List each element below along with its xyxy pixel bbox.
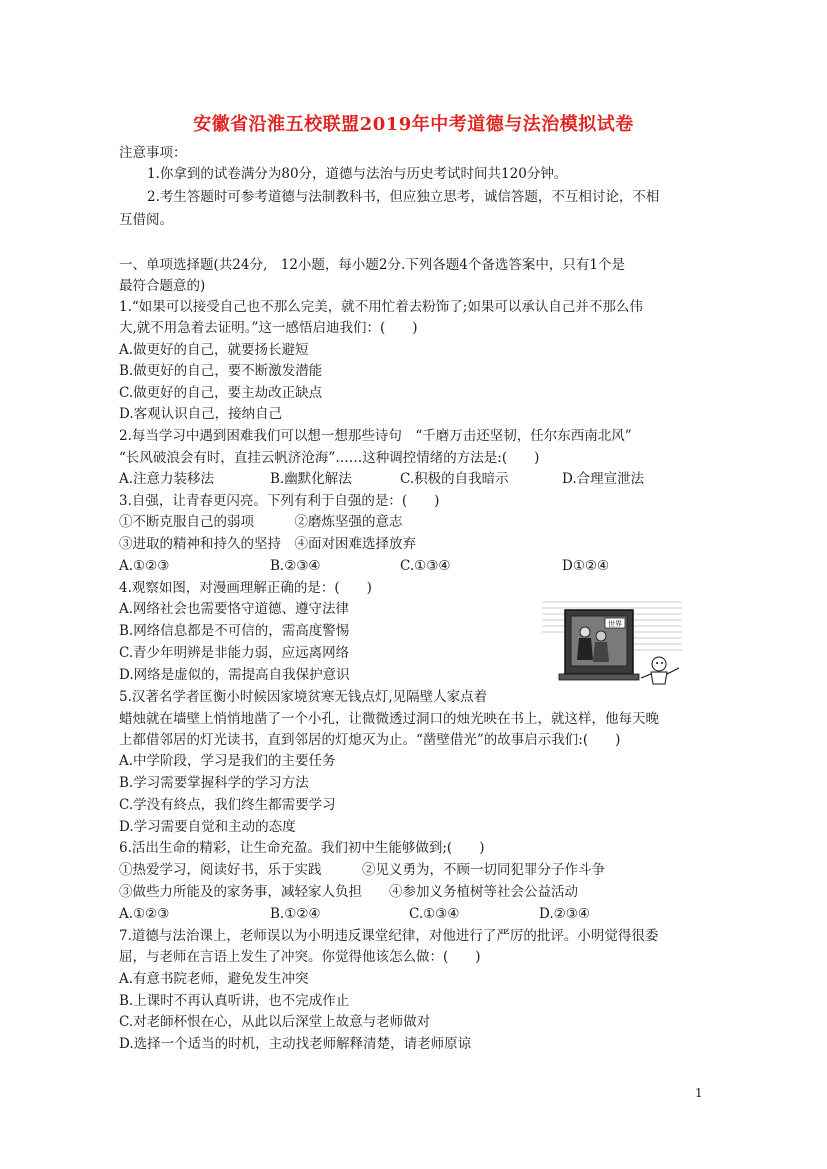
q5-option-d: D.学习需要自觉和主动的态度 — [119, 819, 296, 835]
q4-cartoon-image — [537, 598, 687, 690]
q5-option-b: B.学习需要掌握科学的学习方法 — [119, 775, 309, 791]
q1-stem-line-2: 大,就不用急着去证明。”这一感悟启迪我们：( ) — [119, 320, 418, 336]
q4-option-b: B.网络信息都是不可信的，需高度警惕 — [119, 623, 350, 639]
q4-option-c: C.青少年明辨是非能力弱，应远离网络 — [119, 645, 350, 661]
q3-items-line-1: ①不断克服自己的弱项 ②磨炼坚强的意志 — [119, 514, 403, 530]
q3-stem: 3.自强，让青春更闪亮。下列有利于自强的是：( ) — [119, 493, 440, 509]
q6-items-line-2: ③做些力所能及的家务事，减轻家人负担 ④参加义务植树等社会公益活动 — [119, 884, 578, 900]
q5-option-c: C.学没有終点，我们终生都需要学习 — [119, 797, 336, 813]
q2-option-b: B.幽默化解法 — [270, 471, 352, 487]
notes-item-2-line-1: 2.考生答题时可参考道德与法制教科书，但应独立思考，诚信答题，不互相讨论，不相 — [147, 189, 660, 205]
q4-option-a: A.网络社会也需要恪守道德、遵守法律 — [119, 601, 350, 617]
q1-option-c: C.做更好的自己，要主劫改正缺点 — [119, 385, 323, 401]
q6-stem: 6.活出生命的精彩，让生命充盈。我们初中生能够做到;( ) — [119, 840, 485, 856]
q5-stem-line-3: 上都借邻居的灯光读书，直到邻居的灯熄灭为止。“凿壁借光”的故事启示我们:( ) — [119, 732, 621, 748]
q2-option-d: D.合理宣泄法 — [562, 471, 645, 487]
notes-heading: 注意事项： — [119, 145, 187, 161]
q3-option-a: A.①②③ — [119, 558, 170, 574]
q5-stem-line-1: 5.汉著名学者匡衡小时候因家境贫寒无钱点灯,见隔壁人家点着 — [119, 689, 488, 705]
q7-option-d: D.选择一个适当的时机，主动找老师解释清楚，请老师原谅 — [119, 1036, 472, 1052]
q3-items-line-2: ③进取的精神和持久的坚持 ④面对困难选择放弃 — [119, 536, 416, 552]
notes-item-1: 1.你拿到的试卷满分为80分，道德与法治与历史考试时间共120分钟。 — [147, 166, 568, 182]
q3-option-b: B.②③④ — [270, 558, 321, 574]
q2-stem-line-2: “长风破浪会有时，直挂云帆济沧海”……这种调控情绪的方法是:( ) — [119, 450, 540, 466]
notes-item-2-line-2: 互借阅。 — [119, 212, 173, 228]
q1-option-d: D.客观认识自己，接纳自己 — [119, 406, 283, 422]
q1-stem-line-1: 1.“如果可以接受自己也不那么完美，就不用忙着去粉饰了;如果可以承认自己并不那么伟 — [119, 299, 643, 315]
q2-option-c: C.积极的自我暗示 — [400, 471, 509, 487]
q4-option-d: D.网络是虚似的，需提高自我保护意识 — [119, 667, 350, 683]
q7-option-a: A.有意书院老师，避免发生冲突 — [119, 971, 309, 987]
q1-option-b: B.做更好的自己，要不断激发潜能 — [119, 363, 323, 379]
exam-title: 安徽省沿淮五校联盟2019年中考道德与法治模拟试卷 — [193, 114, 634, 135]
q3-option-d: D①②④ — [562, 558, 610, 574]
q6-option-c: C.①③④ — [409, 906, 460, 922]
q2-option-a: A.注意力装移法 — [119, 471, 215, 487]
q6-items-line-1: ①热爱学习，阅读好书，乐于实践 ②见义勇为，不顾一切同犯罪分子作斗争 — [119, 862, 605, 878]
page-number: 1 — [695, 1086, 703, 1100]
q6-option-d: D.②③④ — [539, 906, 590, 922]
q3-option-c: C.①③④ — [400, 558, 451, 574]
cartoon-sign-text: 世界 — [608, 620, 622, 628]
q7-stem-line-2: 屈，与老师在言语上发生了冲突。你觉得他该怎么做：( ) — [119, 949, 481, 965]
q6-option-b: B.①②④ — [270, 906, 321, 922]
q4-stem: 4.观察如图，对漫画理解正确的是：( ) — [119, 580, 372, 596]
q7-option-c: C.对老師杯恨在心，从此以后深堂上故意与老师做对 — [119, 1014, 431, 1030]
section-heading-line-2: 最符合题意的) — [119, 278, 206, 294]
q7-option-b: B.上课时不再认真听讲，也不完成作止 — [119, 993, 350, 1009]
q2-stem-line-1: 2.每当学习中遇到困难我们可以想一想那些诗句 “千磨万击还坚韧，任尔东西南北风” — [119, 428, 632, 444]
section-heading-line-1: 一、单项选择题(共24分, 12小题，每小题2分.下列各题4个备选答案中，只有1个是 — [119, 257, 625, 273]
q6-option-a: A.①②③ — [119, 906, 170, 922]
q5-stem-line-2: 蜡烛就在墙壁上悄悄地凿了一个小孔，让微微透过洞口的烛光映在书上，就这样，他每天晚 — [119, 711, 659, 727]
q1-option-a: A.做更好的自己，就要扬长避短 — [119, 342, 309, 358]
q5-option-a: A.中学阶段，学习是我们的主要任务 — [119, 753, 336, 769]
q7-stem-line-1: 7.道德与法治课上，老师误以为小明违反课堂纪律，对他进行了严厉的批评。小明觉得很委 — [119, 928, 659, 944]
